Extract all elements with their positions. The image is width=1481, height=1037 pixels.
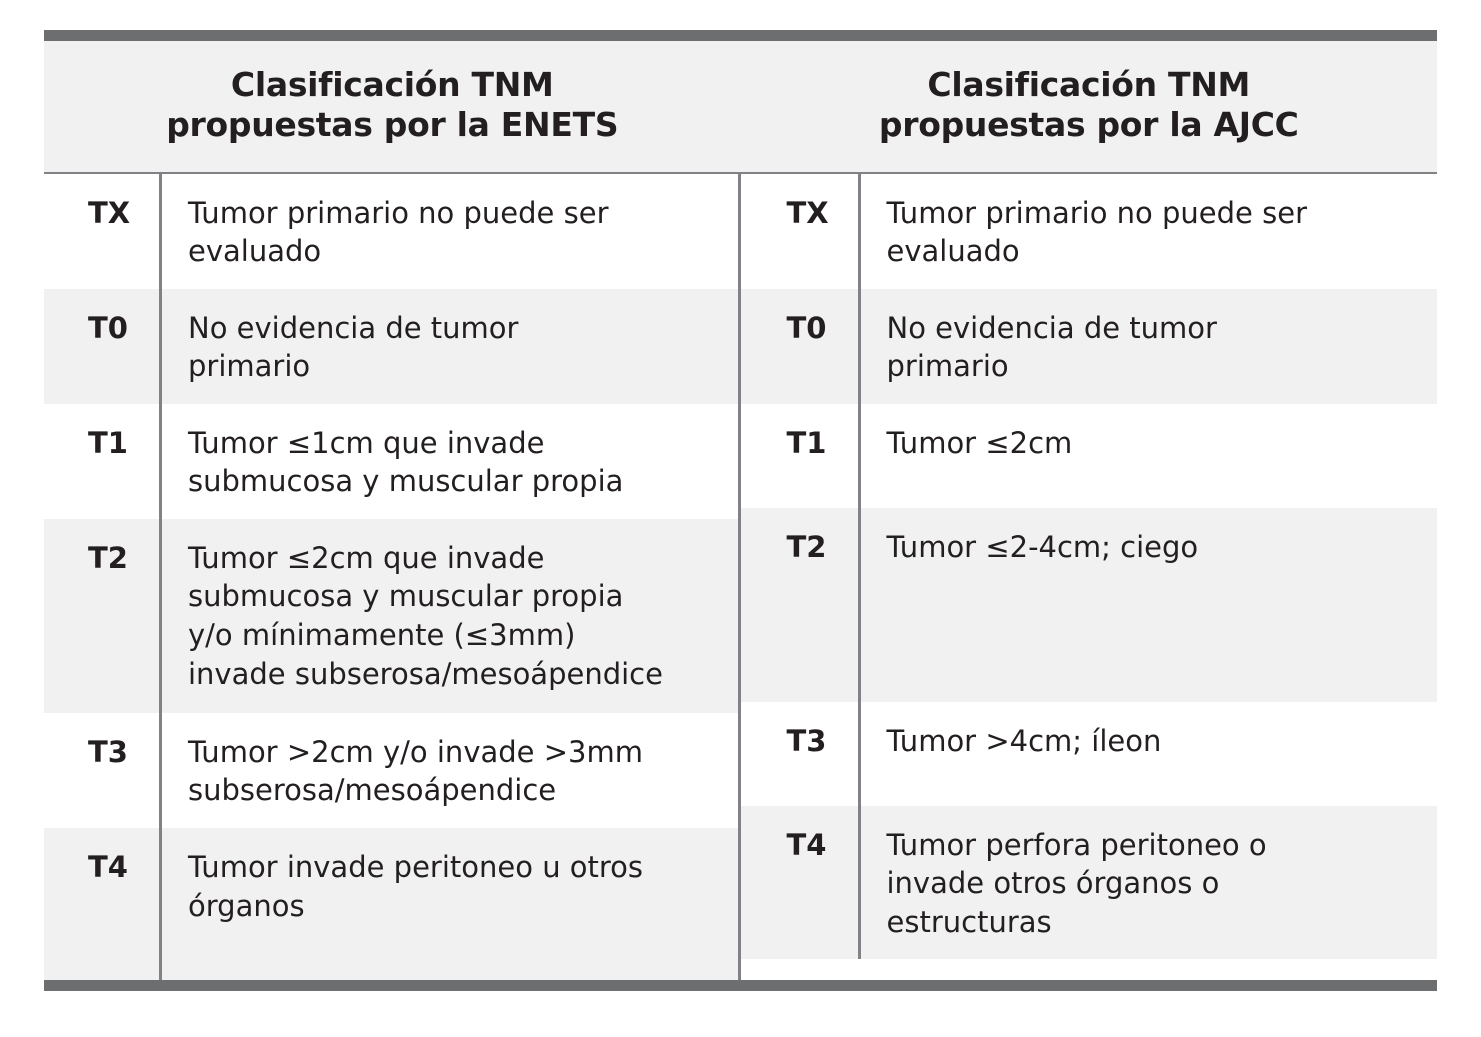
row-description-line: Tumor perfora peritoneo o <box>886 827 1267 862</box>
row-description <box>861 404 1438 508</box>
row-description-line: primario <box>188 349 311 384</box>
row-description-line: evaluado <box>886 234 1020 269</box>
row-description-line: Tumor primario no puede ser <box>886 195 1307 230</box>
table-body <box>44 174 1437 981</box>
row-description-line: primario <box>886 349 1009 384</box>
table-top-rule <box>44 30 1437 41</box>
header-enets <box>44 41 741 172</box>
table-row <box>741 702 1438 806</box>
table-row <box>741 806 1438 960</box>
table-row <box>44 828 738 980</box>
row-description-line: Tumor >4cm; íleon <box>886 723 1162 758</box>
row-description-line: submucosa y muscular propia <box>188 579 624 614</box>
row-description-line: Tumor ≤2cm <box>886 425 1073 460</box>
header-enets-line1: Clasificación TNM <box>230 65 554 104</box>
row-description <box>861 289 1438 404</box>
header-ajcc <box>741 41 1438 172</box>
table-row <box>44 289 738 404</box>
row-description-line: Tumor ≤2cm que invade <box>188 540 545 575</box>
row-code: T4 <box>44 828 162 980</box>
table-row <box>44 404 738 519</box>
row-code: T1 <box>44 404 162 519</box>
table-row <box>44 519 738 713</box>
table-row <box>741 404 1438 508</box>
row-code: T3 <box>44 713 162 828</box>
row-code: TX <box>743 174 861 289</box>
table-row <box>44 713 738 828</box>
row-description-line: submucosa y muscular propia <box>188 464 624 499</box>
row-description-line: evaluado <box>188 234 322 269</box>
row-description <box>162 828 738 980</box>
row-description <box>861 702 1438 806</box>
row-description <box>162 519 738 713</box>
row-description <box>162 289 738 404</box>
row-code: T0 <box>44 289 162 404</box>
row-code: T2 <box>44 519 162 713</box>
row-description-line: Tumor >2cm y/o invade >3mm <box>188 734 643 769</box>
tnm-classification-table <box>44 30 1437 991</box>
header-ajcc-line1: Clasificación TNM <box>927 65 1251 104</box>
table-row <box>44 174 738 289</box>
row-description <box>861 508 1438 702</box>
row-description-line: órganos <box>188 888 305 923</box>
row-description <box>162 404 738 519</box>
row-description <box>162 174 738 289</box>
column-ajcc <box>741 174 1438 981</box>
table-row <box>741 174 1438 289</box>
row-code: T3 <box>743 702 861 806</box>
row-description <box>861 806 1438 960</box>
row-description-line: Tumor invade peritoneo u otros <box>188 850 644 884</box>
table-row <box>741 289 1438 404</box>
table-bottom-rule <box>44 980 1437 991</box>
row-code: T1 <box>743 404 861 508</box>
row-description-line: y/o mínimamente (≤3mm) <box>188 618 576 652</box>
table-header-row <box>44 41 1437 174</box>
row-code: T4 <box>743 806 861 960</box>
row-code: T0 <box>743 289 861 404</box>
table-row <box>741 508 1438 702</box>
row-description-line: Tumor primario no puede ser <box>188 195 609 230</box>
row-code: T2 <box>743 508 861 702</box>
row-description <box>861 174 1438 289</box>
row-description-line: Tumor ≤1cm que invade <box>188 425 545 460</box>
row-description-line: invade otros órganos o <box>886 866 1220 901</box>
column-enets <box>44 174 741 981</box>
row-description-line: No evidencia de tumor <box>188 310 519 345</box>
row-description-line: No evidencia de tumor <box>886 310 1217 345</box>
row-description-line: Tumor ≤2-4cm; ciego <box>886 529 1199 564</box>
header-ajcc-line2: propuestas por la AJCC <box>878 105 1299 145</box>
row-description-line: subserosa/mesoápendice <box>188 773 557 808</box>
row-description-line: invade subserosa/mesoápendice <box>188 656 663 691</box>
row-code: TX <box>44 174 162 289</box>
header-enets-line2: propuestas por la ENETS <box>166 105 619 145</box>
row-description <box>162 713 738 828</box>
row-description-line: estructuras <box>886 904 1052 939</box>
